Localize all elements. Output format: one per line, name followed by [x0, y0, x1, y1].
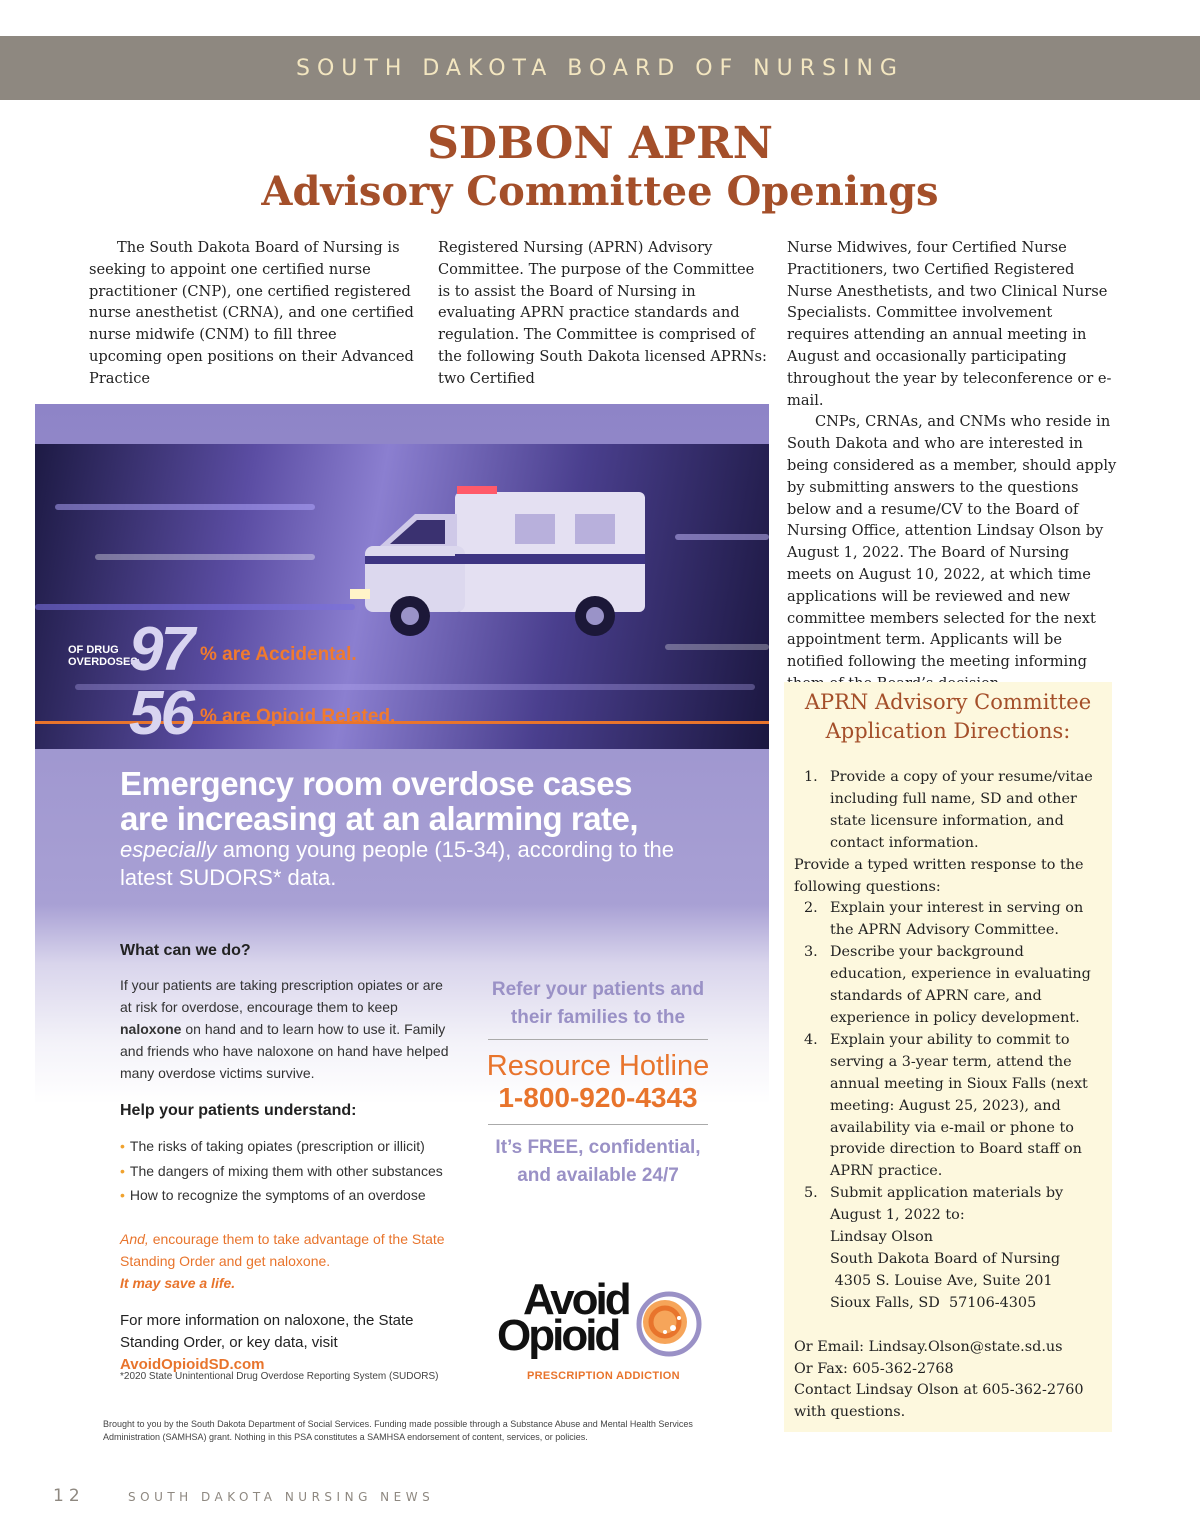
- list-item: • How to recognize the symptoms of an overdose: [120, 1183, 480, 1208]
- article-column-2: [438, 237, 768, 390]
- encourage-rest: encourage them to take advantage of the State Standing Order and get naloxone.: [120, 1231, 445, 1269]
- item-number: 3.: [804, 944, 818, 961]
- logo-word-opioid: Opioid: [497, 1311, 619, 1360]
- header-band-text: SOUTH DAKOTA BOARD OF NURSING: [296, 55, 904, 81]
- panel-title: APRN Advisory Committee Application Directions:: [804, 690, 1092, 743]
- page-title-line2: Advisory Committee Openings: [261, 168, 939, 215]
- free-confidential-text: It’s FREE, confidential, and available 24/7: [495, 1137, 701, 1186]
- item-number: 2.: [804, 900, 818, 917]
- address-line: Sioux Falls, SD 57106-4305: [830, 1294, 1037, 1311]
- stat1-caption: OF DRUG OVERDOSES: [68, 644, 138, 668]
- stat1-number: 97: [129, 615, 192, 684]
- stat2-text: % are Opioid Related.: [200, 706, 396, 727]
- contact-email[interactable]: Or Email: Lindsay.Olson@state.sd.us: [794, 1338, 1063, 1355]
- ad-sub-emphasis: especially: [120, 837, 217, 862]
- hotline-number[interactable]: 1-800-920-4343: [498, 1082, 698, 1113]
- page-title-line1: SDBON APRN: [427, 118, 773, 169]
- publication-name: SOUTH DAKOTA NURSING NEWS: [128, 1490, 435, 1504]
- opioid-advertisement: [35, 404, 769, 1454]
- ad-sub-rest: among young people (15-34), according to the latest SUDORS* data.: [120, 837, 675, 890]
- avoidopioid-link[interactable]: AvoidOpioidSD.com: [120, 1356, 265, 1373]
- encourage-text: [120, 1228, 450, 1294]
- contact-phone: Contact Lindsay Olson at 605-362-2760 with questions.: [794, 1382, 1084, 1421]
- item-text: Provide a copy of your resume/vitae including full name, SD and other state licensure information, and contact information.: [830, 769, 1093, 851]
- avoid-opioid-logo: [497, 1275, 717, 1386]
- direction-item-3: [794, 942, 1104, 1030]
- item-text: Describe your background education, experience in evaluating standards of APRN care, and experience in policy development.: [830, 944, 1091, 1026]
- article-paragraph-1a: The South Dakota Board of Nursing is seeking to appoint one certified nurse practitioner (CNP), one certified registered nurse anesthetist (CRNA), and one certified nurse midwife (CNM) to fill three upcoming open positions on their Advanced Practice: [89, 239, 414, 387]
- list-item: • The risks of taking opiates (prescription or illicit): [120, 1134, 480, 1159]
- list-item: • The dangers of mixing them with other substances: [120, 1159, 480, 1184]
- encourage-emphasis: And,: [120, 1231, 149, 1247]
- more-info-body: For more information on naloxone, the State Standing Order, or key data, visit: [120, 1312, 414, 1351]
- stat2-number: 56: [129, 679, 192, 748]
- address-line: South Dakota Board of Nursing: [830, 1250, 1061, 1267]
- page-number: 12: [53, 1486, 85, 1506]
- naloxone-bold: naloxone: [120, 1021, 182, 1037]
- direction-item-1: [794, 767, 1104, 855]
- what-body-part1: If your patients are taking prescription opiates or are at risk for overdose, encourage them to keep: [120, 977, 443, 1015]
- item-number: 4.: [804, 1031, 818, 1048]
- ad-subheadline: [120, 836, 680, 892]
- item-text: Submit application materials by August 1, 2022 to:: [830, 1185, 1064, 1224]
- address-line: 4305 S. Louise Ave, Suite 201: [830, 1272, 1053, 1289]
- address-line: Lindsay Olson: [830, 1229, 934, 1246]
- direction-item-4: [794, 1030, 1104, 1183]
- sudors-footnote: *2020 State Unintentional Drug Overdose Reporting System (SUDORS): [120, 1371, 439, 1382]
- more-info-text: [120, 1310, 460, 1376]
- header-band: [0, 36, 1200, 100]
- logo-circles-icon: [635, 1288, 709, 1362]
- what-body-part2: on hand and to learn how to use it. Family and friends who have naloxone on hand have helped many overdose victims survive.: [120, 1021, 449, 1081]
- item-number: 1.: [804, 769, 818, 785]
- help-bullet-list: [120, 1134, 480, 1208]
- divider: [488, 1039, 708, 1040]
- article-paragraph-2: CNPs, CRNAs, and CNMs who reside in South Dakota and who are interested in being considered as a member, should apply by submitting answers to the questions below and a resume/CV to the Board of Nursing Office, attention Lindsay Olson by August 1, 2022. The Board of Nursing meets on August 10, 2022, at which time applications will be reviewed and new committee members selected for the next appointment term. Applicants will be notified following the meeting informing: [787, 413, 1117, 671]
- article-paragraph-1b: Registered Nursing (APRN) Advisory Committee. The purpose of the Committee is to assist the Board of Nursing in evaluating APRN practice standards and regulation. The Committee is comprised of the following South Dakota licensed APRNs: two Certified: [438, 239, 767, 387]
- direction-item-2: [794, 898, 1104, 942]
- ad-headline: Emergency room overdose cases are increasing at an alarming rate,: [120, 765, 639, 837]
- logo-tagline: PRESCRIPTION ADDICTION: [527, 1370, 680, 1382]
- item-text: Explain your ability to commit to serving a 3-year term, attend the annual meeting in Sioux Falls (next meeting: August 25, 2023), and availability via e-mail or phone to provide direction to Board staff on APRN practice.: [830, 1031, 1088, 1180]
- item-number: 5.: [804, 1185, 818, 1202]
- logo-word-avoid: Avoid: [523, 1275, 629, 1324]
- page-title: [0, 120, 1200, 216]
- direction-item-5: [794, 1183, 1104, 1227]
- funding-credit: Brought to you by the South Dakota Department of Social Services. Funding made possible through a Substance Abuse and Mental Health Services Administration (SAMHSA) grant. Nothing in this PSA constitutes a SAMHSA endorsement of content, services, or policies.: [103, 1419, 693, 1442]
- help-patients-heading: Help your patients understand:: [120, 1102, 357, 1119]
- contact-fax: Or Fax: 605-362-2768: [794, 1360, 954, 1377]
- refer-text: Refer your patients and their families to the: [491, 979, 705, 1028]
- ambulance-icon: [345, 484, 665, 649]
- application-directions-panel: [784, 682, 1112, 1432]
- encourage-bold: It may save a life.: [120, 1275, 236, 1291]
- directions-intro: Provide a typed written response to the following questions:: [794, 856, 1084, 895]
- item-text: Explain your interest in serving on the APRN Advisory Committee.: [830, 900, 1084, 939]
- what-can-we-do-heading: What can we do?: [120, 942, 251, 959]
- panel-body: [794, 767, 1104, 1424]
- what-can-we-do-body: [120, 974, 450, 1084]
- hotline-label: Resource Hotline: [486, 1050, 710, 1082]
- article-column-1: [89, 237, 414, 390]
- divider: [488, 1124, 708, 1125]
- article-paragraph-1c: Nurse Midwives, four Certified Nurse Practitioners, two Certified Registered Nurse Anesthetists, and two Clinical Nurse Specialists. Committee involvement requires attending an annual meeting in August and occasionally participating throughout the year by teleconference or e-mail.: [787, 239, 1112, 409]
- article-column-3: [787, 237, 1117, 695]
- ambulance-photo: [35, 444, 769, 749]
- stat1-text: % are Accidental.: [200, 644, 357, 665]
